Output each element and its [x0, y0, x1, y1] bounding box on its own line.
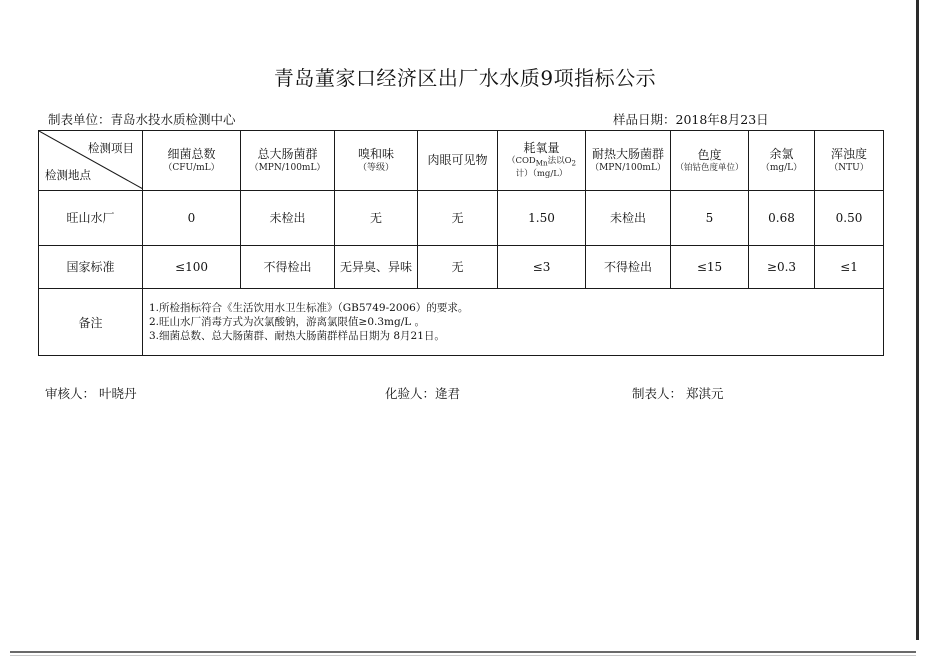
table-row — [39, 245, 884, 289]
notes-row — [39, 289, 884, 356]
header-row — [39, 131, 884, 191]
table-cell: 0.68 — [749, 191, 815, 245]
col-name: 嗅和味 — [357, 147, 394, 162]
col-header-color — [671, 131, 749, 191]
corner-bottom-label: 检测地点 — [45, 168, 91, 183]
table-cell: 无 — [418, 191, 498, 245]
notes-cell — [143, 289, 884, 356]
corner-cell — [39, 131, 143, 191]
table-cell: 无 — [335, 191, 418, 245]
col-unit: （CFU/mL） — [163, 163, 220, 174]
sample-date: 样品日期：2018年8月23日 — [613, 112, 769, 127]
col-unit: （MPN/100mL） — [590, 163, 666, 174]
table-cell: 未检出 — [241, 191, 335, 245]
col-header-visible-matter — [418, 131, 498, 191]
col-name: 色度 — [697, 147, 722, 162]
water-quality-table — [38, 130, 884, 356]
table-cell: ≤3 — [498, 245, 586, 289]
table-cell: 0.50 — [815, 191, 884, 245]
table-cell: ≥0.3 — [749, 245, 815, 289]
tester-signature: 化验人：逄君 — [385, 386, 461, 401]
notes-label: 备注 — [39, 289, 143, 356]
col-unit-line2: 计）（mg/L） — [515, 169, 568, 180]
col-unit: （铂钴色度单位） — [675, 162, 744, 173]
table-cell: 不得检出 — [241, 245, 335, 289]
col-header-oxygen-consumption — [498, 131, 586, 191]
col-name: 余氯 — [769, 147, 794, 162]
corner-top-label: 检测项目 — [88, 141, 134, 155]
scan-edge-bottom — [10, 651, 916, 653]
col-name: 肉眼可见物 — [427, 153, 488, 168]
col-unit: （$COD_{Mn}$法以$O_2$ — [506, 156, 577, 169]
col-name: 浑浊度 — [830, 147, 867, 162]
note-line: 3.细菌总数、总大肠菌群、耐热大肠菌群样品日期为 8月21日。 — [149, 330, 445, 343]
table-cell: 无异臭、异味 — [335, 245, 418, 289]
scan-edge-right — [916, 0, 919, 640]
reviewer-signature: 审核人： 叶晓丹 — [45, 386, 137, 401]
col-name: 耗氧量 — [523, 141, 560, 156]
maker-signature: 制表人： 郑淇元 — [632, 386, 724, 401]
col-unit: （等级） — [357, 163, 394, 174]
col-unit: （MPN/100mL） — [249, 163, 326, 174]
table-cell: ≤15 — [671, 245, 749, 289]
col-header-residual-chlorine — [749, 131, 815, 191]
document-title: 青岛董家口经济区出厂水水质9项指标公示 — [273, 66, 657, 90]
table-cell: 不得检出 — [586, 245, 671, 289]
col-header-odor — [335, 131, 418, 191]
table-cell: 无 — [418, 245, 498, 289]
table-row — [39, 191, 884, 245]
note-line: 2.旺山水厂消毒方式为次氯酸钠，游离氯限值≥0.3mg/L 。 — [149, 316, 426, 329]
maker-unit: 制表单位：青岛水投水质检测中心 — [48, 112, 236, 127]
col-header-coliform — [241, 131, 335, 191]
table-cell: 5 — [671, 191, 749, 245]
col-header-turbidity — [815, 131, 884, 191]
table-cell: 0 — [143, 191, 241, 245]
col-header-bacteria — [143, 131, 241, 191]
row-label: 旺山水厂 — [39, 191, 143, 245]
col-name: 总大肠菌群 — [257, 147, 318, 162]
col-name: 耐热大肠菌群 — [591, 147, 664, 162]
table-cell: 未检出 — [586, 191, 671, 245]
table-cell: ≤100 — [143, 245, 241, 289]
col-unit: （mg/L） — [760, 163, 803, 174]
note-line: 1.所检指标符合《生活饮用水卫生标准》（GB5749-2006）的要求。 — [149, 302, 469, 315]
table-cell: ≤1 — [815, 245, 884, 289]
row-label: 国家标准 — [39, 245, 143, 289]
col-name: 细菌总数 — [167, 147, 216, 162]
scan-edge-bottom-faint — [10, 655, 916, 656]
col-header-thermotolerant-coliform — [586, 131, 671, 191]
table-cell: 1.50 — [498, 191, 586, 245]
col-unit: （NTU） — [829, 163, 869, 174]
